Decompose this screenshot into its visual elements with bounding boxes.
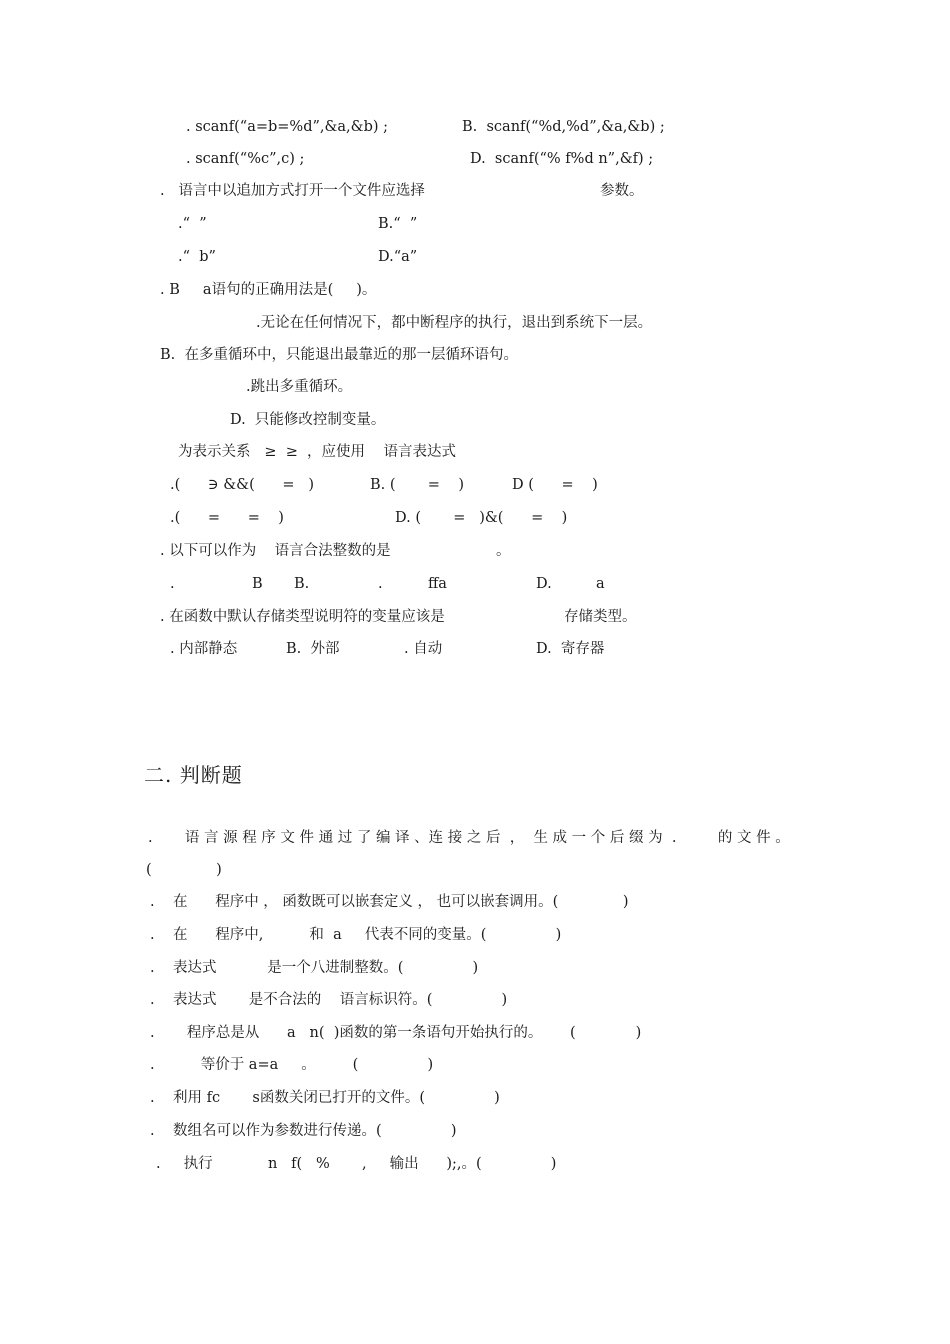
option-c: .“ b” <box>178 249 216 265</box>
option-a: . <box>170 576 175 592</box>
question-stem: 为表示关系 ≥ ≥ ，应使用 语言表达式 <box>178 444 456 460</box>
option-a: . scanf(“a=b=%d”,&a,&b) ; <box>186 119 389 135</box>
judgement-item: . 在 程序中, 和 a 代表不同的变量。( ) <box>150 927 562 943</box>
option-d: D. 只能修改控制变量。 <box>230 412 386 428</box>
question-stem-tail: 参数。 <box>600 183 644 199</box>
option-b: B. 外部 <box>286 641 340 657</box>
section-heading: 二. 判断题 <box>144 763 243 787</box>
option-c: .跳出多重循环。 <box>246 379 353 395</box>
judgement-item: . 执行 n f( % , 输出 );,。( ) <box>156 1156 557 1172</box>
option-c: .( = = ) <box>170 510 284 526</box>
question-stem-tail: 。 <box>496 543 511 559</box>
option-d: D. <box>536 576 552 592</box>
option-d: D ( = ) <box>512 477 598 493</box>
option-fragment: a <box>596 576 605 592</box>
judgement-item: . 等价于 a=a 。 ( ) <box>150 1057 434 1073</box>
question-stem: . 在函数中默认存储类型说明符的变量应该是 <box>160 609 445 625</box>
option-a: . 内部静态 <box>170 641 238 657</box>
option-d: D. scanf(“% f%d n”,&f) ; <box>470 151 654 167</box>
option-c: . <box>378 576 383 592</box>
option-fragment: ffa <box>428 576 447 592</box>
question-stem-tail: 存储类型。 <box>564 609 637 625</box>
option-b: B. 在多重循环中，只能退出最靠近的那一层循环语句。 <box>160 347 518 363</box>
option-b: B. ( = ) <box>370 477 465 493</box>
judgement-item: . 表达式 是不合法的 语言标识符。( ) <box>150 992 508 1008</box>
question-stem: . 以下可以作为 语言合法整数的是 <box>160 543 391 559</box>
option-a: .“ ” <box>178 216 207 232</box>
option-c: . 自动 <box>404 641 443 657</box>
answer-blank: ( ) <box>146 862 222 878</box>
option-b: B.“ ” <box>378 216 418 232</box>
option-d: D. 寄存器 <box>536 641 605 657</box>
judgement-item: . 程序总是从 a n( )函数的第一条语句开始执行的。 ( ) <box>150 1025 642 1041</box>
option-d: D.“a” <box>378 249 418 265</box>
judgement-item: . 利用 fc s函数关闭已打开的文件。( ) <box>150 1090 500 1106</box>
question-stem: . 语言中以追加方式打开一个文件应选择 <box>160 183 425 199</box>
option-a: .( ∋ &&( = ) <box>170 477 315 493</box>
option-b: B. scanf(“%d,%d”,&a,&b) ; <box>462 119 665 135</box>
judgement-item: . 表达式 是一个八进制整数。( ) <box>150 960 479 976</box>
judgement-item: . 数组名可以作为参数进行传递。( ) <box>150 1123 457 1139</box>
judgement-item: . 语 言 源 程 序 文 件 通 过 了 编 译 、连 接 之 后 ， 生 成 一 个 后 缀 为 . 的 文 件 。 <box>148 830 790 846</box>
judgement-item: . 在 程序中 ， 函数既可以嵌套定义 ， 也可以嵌套调用。( ) <box>150 894 629 910</box>
option-b: B. <box>294 576 310 592</box>
option-c: . scanf(“%c”,c) ; <box>186 151 305 167</box>
option-fragment: B <box>252 576 263 592</box>
question-stem: . B a语句的正确用法是( )。 <box>160 282 377 298</box>
option-a: .无论在任何情况下，都中断程序的执行，退出到系统下一层。 <box>256 315 653 331</box>
option-d: D. ( = )&( = ) <box>395 510 568 526</box>
